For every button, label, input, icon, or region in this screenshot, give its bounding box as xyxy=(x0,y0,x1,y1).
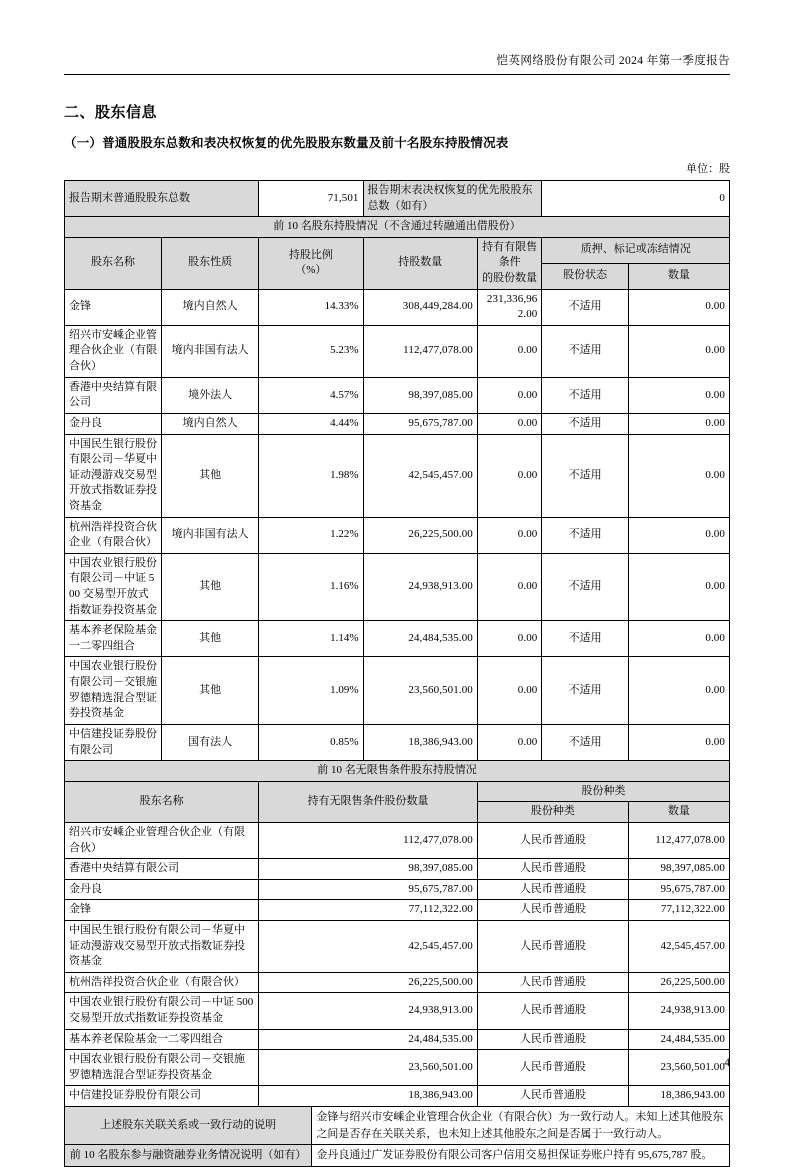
table-row xyxy=(65,553,730,620)
cell-unrestricted-shares: 42,545,457.00 xyxy=(259,920,478,972)
cell-pledge-status: 不适用 xyxy=(542,553,628,620)
cell-share-type-quantity: 24,484,535.00 xyxy=(628,1029,729,1050)
table-row xyxy=(65,325,730,377)
cell-unrestricted-shares: 18,386,943.00 xyxy=(259,1086,478,1107)
cell-shareholder-nature: 境内自然人 xyxy=(162,289,259,325)
cell-pledge-quantity: 0.00 xyxy=(628,657,729,724)
cell-share-type-quantity: 95,675,787.00 xyxy=(628,879,729,900)
cell-shareholder-nature: 其他 xyxy=(162,553,259,620)
cell-share-type-quantity: 26,225,500.00 xyxy=(628,972,729,993)
cell-share-type: 人民币普通股 xyxy=(477,920,628,972)
note-label-related-party: 上述股东关联关系或一致行动的说明 xyxy=(65,1107,312,1145)
cell-restricted-shares: 0.00 xyxy=(477,724,542,760)
cell-unrestricted-shares: 23,560,501.00 xyxy=(259,1050,478,1086)
cell-pledge-quantity: 0.00 xyxy=(628,553,729,620)
cell-pledge-quantity: 0.00 xyxy=(628,377,729,413)
table-row xyxy=(65,822,730,858)
note-body-related-party: 金锋与绍兴市安嵊企业管理合伙企业（有限合伙）为一致行动人。未知上述其他股东之间是否存在关联关系，也未知上述其他股东之间是否属于一致行动人。 xyxy=(312,1107,730,1145)
ordinary-shareholders-value: 71,501 xyxy=(259,181,363,217)
cell-holding-ratio: 1.09% xyxy=(259,657,363,724)
cell-shares-held: 26,225,500.00 xyxy=(363,517,477,553)
cell-share-type-quantity: 24,938,913.00 xyxy=(628,993,729,1029)
note-label-margin-trading: 前 10 名股东参与融资融券业务情况说明（如有） xyxy=(65,1145,312,1167)
table-row xyxy=(65,621,730,657)
cell-share-type: 人民币普通股 xyxy=(477,879,628,900)
cell-shareholder-nature: 其他 xyxy=(162,434,259,517)
table2-header-row-1 xyxy=(65,781,730,802)
col-header-holding-ratio xyxy=(259,237,363,289)
cell-shareholder-name: 绍兴市安嵊企业管理合伙企业（有限合伙） xyxy=(65,325,162,377)
cell-holding-ratio: 14.33% xyxy=(259,289,363,325)
page-title: 二、股东信息 xyxy=(64,105,158,121)
table-row xyxy=(65,377,730,413)
cell-shareholder-nature: 其他 xyxy=(162,621,259,657)
cell-holding-ratio: 4.57% xyxy=(259,377,363,413)
cell-share-type-quantity: 18,386,943.00 xyxy=(628,1086,729,1107)
cell-shareholder-nature: 境外法人 xyxy=(162,377,259,413)
cell-pledge-quantity: 0.00 xyxy=(628,434,729,517)
subsection-title: （一）普通股股东总数和表决权恢复的优先股股东数量及前十名股东持股情况表 xyxy=(64,136,509,150)
page-number: 4 xyxy=(724,1057,730,1069)
cell-unrestricted-shareholder-name: 中国民生银行股份有限公司－华夏中证动漫游戏交易型开放式指数证券投资基金 xyxy=(65,920,259,972)
cell-unrestricted-shareholder-name: 中国农业银行股份有限公司－交银施罗德精选混合型证券投资基金 xyxy=(65,1050,259,1086)
cell-share-type: 人民币普通股 xyxy=(477,822,628,858)
header-divider xyxy=(64,74,730,75)
cell-holding-ratio: 1.98% xyxy=(259,434,363,517)
cell-pledge-status: 不适用 xyxy=(542,377,628,413)
table-row xyxy=(65,413,730,434)
col-header-shareholder-nature: 股东性质 xyxy=(162,237,259,289)
table1-header-row-1 xyxy=(65,237,730,263)
restored-voting-value: 0 xyxy=(542,181,730,217)
cell-unrestricted-shares: 98,397,085.00 xyxy=(259,859,478,880)
table-row xyxy=(65,1050,730,1086)
table-row xyxy=(65,972,730,993)
cell-pledge-quantity: 0.00 xyxy=(628,289,729,325)
cell-shares-held: 98,397,085.00 xyxy=(363,377,477,413)
table-row xyxy=(65,657,730,724)
cell-shares-held: 308,449,284.00 xyxy=(363,289,477,325)
cell-pledge-status: 不适用 xyxy=(542,289,628,325)
table-row xyxy=(65,724,730,760)
cell-share-type: 人民币普通股 xyxy=(477,1086,628,1107)
cell-pledge-status: 不适用 xyxy=(542,517,628,553)
cell-shareholder-name: 金丹良 xyxy=(65,413,162,434)
cell-unrestricted-shareholder-name: 金丹良 xyxy=(65,879,259,900)
cell-pledge-status: 不适用 xyxy=(542,621,628,657)
cell-shareholder-name: 中国农业银行股份有限公司－交银施罗德精选混合型证券投资基金 xyxy=(65,657,162,724)
cell-shareholder-nature: 境内非国有法人 xyxy=(162,517,259,553)
cell-pledge-status: 不适用 xyxy=(542,724,628,760)
cell-pledge-status: 不适用 xyxy=(542,325,628,377)
cell-shareholder-name: 中国民生银行股份有限公司－华夏中证动漫游戏交易型开放式指数证券投资基金 xyxy=(65,434,162,517)
cell-share-type-quantity: 98,397,085.00 xyxy=(628,859,729,880)
table-row xyxy=(65,920,730,972)
cell-unrestricted-shares: 77,112,322.00 xyxy=(259,900,478,921)
table-row xyxy=(65,517,730,553)
cell-restricted-shares: 0.00 xyxy=(477,434,542,517)
cell-share-type-quantity: 23,560,501.00 xyxy=(628,1050,729,1086)
cell-holding-ratio: 5.23% xyxy=(259,325,363,377)
col-header-pledge-quantity: 数量 xyxy=(628,263,729,289)
cell-unrestricted-shareholder-name: 绍兴市安嵊企业管理合伙企业（有限合伙） xyxy=(65,822,259,858)
col-header-pledge-group: 质押、标记或冻结情况 xyxy=(542,237,730,263)
document-running-header xyxy=(64,0,730,68)
cell-holding-ratio: 0.85% xyxy=(259,724,363,760)
cell-unrestricted-shareholder-name: 中国农业银行股份有限公司－中证 500 交易型开放式指数证券投资基金 xyxy=(65,993,259,1029)
table1-band-row xyxy=(65,217,730,238)
col-header-shares-held: 持股数量 xyxy=(363,237,477,289)
cell-restricted-shares: 0.00 xyxy=(477,413,542,434)
table1-band-title: 前 10 名股东持股情况（不含通过转融通出借股份） xyxy=(65,217,730,238)
col-header-pledge-status: 股份状态 xyxy=(542,263,628,289)
note-body-margin-trading: 金丹良通过广发证券股份有限公司客户信用交易担保证券账户持有 95,675,787 股。 xyxy=(312,1145,730,1167)
table2-band-row xyxy=(65,761,730,782)
shareholder-count-row xyxy=(65,181,730,217)
col-header-restricted-shares-line2: 的股份数量 xyxy=(482,272,538,285)
restored-voting-label: 报告期末表决权恢复的优先股股东总数（如有） xyxy=(363,181,542,217)
cell-shares-held: 95,675,787.00 xyxy=(363,413,477,434)
cell-shares-held: 23,560,501.00 xyxy=(363,657,477,724)
cell-pledge-quantity: 0.00 xyxy=(628,413,729,434)
cell-unrestricted-shares: 24,484,535.00 xyxy=(259,1029,478,1050)
note-row xyxy=(65,1145,730,1167)
table2-band-title: 前 10 名无限售条件股东持股情况 xyxy=(65,761,730,782)
cell-unrestricted-shareholder-name: 香港中央结算有限公司 xyxy=(65,859,259,880)
cell-restricted-shares: 0.00 xyxy=(477,325,542,377)
col-header-unrestricted-shareholder-name: 股东名称 xyxy=(65,781,259,822)
cell-shareholder-name: 基本养老保险基金一二零四组合 xyxy=(65,621,162,657)
col-header-share-type-group: 股份种类 xyxy=(477,781,729,802)
cell-shareholder-name: 中信建投证券股份有限公司 xyxy=(65,724,162,760)
cell-share-type: 人民币普通股 xyxy=(477,972,628,993)
unit-label: 单位：股 xyxy=(686,163,730,175)
cell-unrestricted-shares: 112,477,078.00 xyxy=(259,822,478,858)
cell-pledge-quantity: 0.00 xyxy=(628,724,729,760)
cell-share-type: 人民币普通股 xyxy=(477,993,628,1029)
col-header-holding-ratio-line2: （%） xyxy=(295,264,327,277)
table-row xyxy=(65,1029,730,1050)
cell-shareholder-nature: 境内非国有法人 xyxy=(162,325,259,377)
cell-restricted-shares: 0.00 xyxy=(477,657,542,724)
cell-unrestricted-shares: 24,938,913.00 xyxy=(259,993,478,1029)
table-row xyxy=(65,434,730,517)
cell-shareholder-nature: 境内自然人 xyxy=(162,413,259,434)
cell-shareholder-name: 中国农业银行股份有限公司－中证 500 交易型开放式指数证券投资基金 xyxy=(65,553,162,620)
table-row xyxy=(65,289,730,325)
running-header-title: 恺英网络股份有限公司 2024 年第一季度报告 xyxy=(496,55,730,67)
col-header-restricted-shares-line1: 持有有限售条件 xyxy=(482,240,538,269)
col-header-unrestricted-shares: 持有无限售条件股份数量 xyxy=(259,781,478,822)
cell-shares-held: 24,484,535.00 xyxy=(363,621,477,657)
col-header-shareholder-name: 股东名称 xyxy=(65,237,162,289)
cell-unrestricted-shares: 95,675,787.00 xyxy=(259,879,478,900)
cell-holding-ratio: 1.16% xyxy=(259,553,363,620)
ordinary-shareholders-label: 报告期末普通股股东总数 xyxy=(65,181,259,217)
cell-pledge-status: 不适用 xyxy=(542,657,628,724)
col-header-holding-ratio-line1: 持股比例 xyxy=(288,248,333,261)
cell-shareholder-name: 金锋 xyxy=(65,289,162,325)
cell-pledge-status: 不适用 xyxy=(542,413,628,434)
cell-share-type-quantity: 112,477,078.00 xyxy=(628,822,729,858)
table-row xyxy=(65,1086,730,1107)
note-row xyxy=(65,1107,730,1145)
cell-restricted-shares: 0.00 xyxy=(477,553,542,620)
cell-restricted-shares: 0.00 xyxy=(477,517,542,553)
cell-shareholder-name: 杭州浩祥投资合伙企业（有限合伙） xyxy=(65,517,162,553)
cell-share-type: 人民币普通股 xyxy=(477,859,628,880)
table-row xyxy=(65,993,730,1029)
cell-shareholder-name: 香港中央结算有限公司 xyxy=(65,377,162,413)
cell-unrestricted-shareholder-name: 中信建投证券股份有限公司 xyxy=(65,1086,259,1107)
cell-unrestricted-shareholder-name: 金锋 xyxy=(65,900,259,921)
cell-unrestricted-shareholder-name: 杭州浩祥投资合伙企业（有限合伙） xyxy=(65,972,259,993)
col-header-share-type: 股份种类 xyxy=(477,802,628,823)
col-header-restricted-shares xyxy=(477,237,542,289)
cell-shares-held: 42,545,457.00 xyxy=(363,434,477,517)
cell-share-type-quantity: 77,112,322.00 xyxy=(628,900,729,921)
top-ten-shareholders-table xyxy=(64,180,730,1167)
cell-pledge-status: 不适用 xyxy=(542,434,628,517)
cell-shares-held: 112,477,078.00 xyxy=(363,325,477,377)
table-row xyxy=(65,879,730,900)
cell-shares-held: 18,386,943.00 xyxy=(363,724,477,760)
cell-share-type-quantity: 42,545,457.00 xyxy=(628,920,729,972)
cell-restricted-shares: 0.00 xyxy=(477,377,542,413)
cell-holding-ratio: 4.44% xyxy=(259,413,363,434)
table-row xyxy=(65,900,730,921)
cell-share-type: 人民币普通股 xyxy=(477,1029,628,1050)
cell-share-type: 人民币普通股 xyxy=(477,900,628,921)
cell-restricted-shares: 231,336,962.00 xyxy=(477,289,542,325)
cell-pledge-quantity: 0.00 xyxy=(628,325,729,377)
cell-shareholder-nature: 其他 xyxy=(162,657,259,724)
cell-unrestricted-shares: 26,225,500.00 xyxy=(259,972,478,993)
cell-shares-held: 24,938,913.00 xyxy=(363,553,477,620)
cell-holding-ratio: 1.22% xyxy=(259,517,363,553)
cell-shareholder-nature: 国有法人 xyxy=(162,724,259,760)
cell-pledge-quantity: 0.00 xyxy=(628,621,729,657)
cell-unrestricted-shareholder-name: 基本养老保险基金一二零四组合 xyxy=(65,1029,259,1050)
cell-restricted-shares: 0.00 xyxy=(477,621,542,657)
table-row xyxy=(65,859,730,880)
cell-pledge-quantity: 0.00 xyxy=(628,517,729,553)
col-header-share-type-quantity: 数量 xyxy=(628,802,729,823)
cell-holding-ratio: 1.14% xyxy=(259,621,363,657)
cell-share-type: 人民币普通股 xyxy=(477,1050,628,1086)
